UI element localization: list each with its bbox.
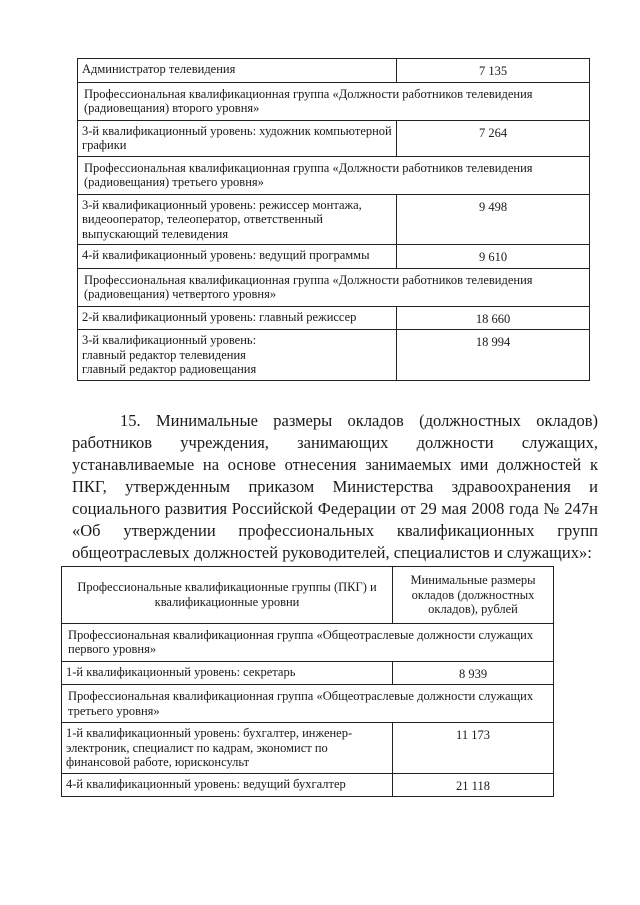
- position-cell: [78, 330, 397, 381]
- position-cell: 2-й квалификационный уровень: главный режиссер: [78, 306, 397, 330]
- salary-cell: 9 610: [397, 245, 590, 269]
- position-line: главный редактор радиовещания: [82, 362, 257, 376]
- position-cell: 3-й квалификационный уровень: художник компьютерной графики: [78, 120, 397, 156]
- table-row: [62, 623, 554, 661]
- position-cell: 4-й квалификационный уровень: ведущий бухгалтер: [62, 773, 393, 797]
- table-row: [78, 120, 590, 156]
- salary-cell: 18 994: [397, 330, 590, 381]
- salary-cell: 7 264: [397, 120, 590, 156]
- salary-cell: 9 498: [397, 194, 590, 245]
- position-line: 3-й квалификационный уровень:: [82, 333, 257, 347]
- clause-15-paragraph: 15. Минимальные размеры окладов (должностных окладов) работников учреждения, занимающих должности служащих, устанавливаемые на основе отнесения занимаемых ими должностей к ПКГ, утвержденным приказом Министерства здравоохранения и социального развития Российской Федерации от 29 мая 2008 года № 247н «Об утверждении профессиональных квалификационных групп общеотраслевых должностей руководителей, специалистов и служащих»:: [72, 411, 598, 562]
- salary-cell: 7 135: [397, 59, 590, 83]
- salary-cell: 18 660: [397, 306, 590, 330]
- position-cell: 1-й квалификационный уровень: секретарь: [62, 661, 393, 685]
- table-row: [62, 773, 554, 797]
- table-row: [78, 306, 590, 330]
- salary-cell: 11 173: [393, 723, 554, 774]
- salary-table-general-staff: [61, 566, 554, 797]
- position-cell: 3-й квалификационный уровень: режиссер монтажа, видеооператор, телеоператор, ответственный выпускающий телевидения: [78, 194, 397, 245]
- table-row: [62, 685, 554, 723]
- group-header-cell: Профессиональная квалификационная группа «Общеотраслевые должности служащих третьего уровня»: [62, 685, 554, 723]
- group-header-cell: Профессиональная квалификационная группа «Общеотраслевые должности служащих первого уровня»: [62, 623, 554, 661]
- position-cell: 1-й квалификационный уровень: бухгалтер, инженер-электроник, специалист по кадрам, экономист по финансовой работе, юрисконсульт: [62, 723, 393, 774]
- table-row: [62, 661, 554, 685]
- group-header-cell: Профессиональная квалификационная группа «Должности работников телевидения (радиовещания) третьего уровня»: [78, 156, 590, 194]
- column-header-groups: Профессиональные квалификационные группы (ПКГ) и квалификационные уровни: [62, 567, 393, 624]
- table-row: [78, 156, 590, 194]
- table-row: [78, 194, 590, 245]
- table-row: [78, 330, 590, 381]
- position-cell: 4-й квалификационный уровень: ведущий программы: [78, 245, 397, 269]
- salary-cell: 21 118: [393, 773, 554, 797]
- position-line: главный редактор телевидения: [82, 347, 246, 362]
- salary-table-television: [77, 58, 590, 381]
- table-row: [78, 59, 590, 83]
- salary-cell: 8 939: [393, 661, 554, 685]
- table-row: [62, 723, 554, 774]
- group-header-cell: Профессиональная квалификационная группа «Должности работников телевидения (радиовещания) второго уровня»: [78, 82, 590, 120]
- table-row: [78, 268, 590, 306]
- table-row: [78, 245, 590, 269]
- table-row: [78, 82, 590, 120]
- position-cell: Администратор телевидения: [78, 59, 397, 83]
- group-header-cell: Профессиональная квалификационная группа «Должности работников телевидения (радиовещания) четвертого уровня»: [78, 268, 590, 306]
- table-header-row: [62, 567, 554, 624]
- column-header-salary: Минимальные размеры окладов (должностных окладов), рублей: [393, 567, 554, 624]
